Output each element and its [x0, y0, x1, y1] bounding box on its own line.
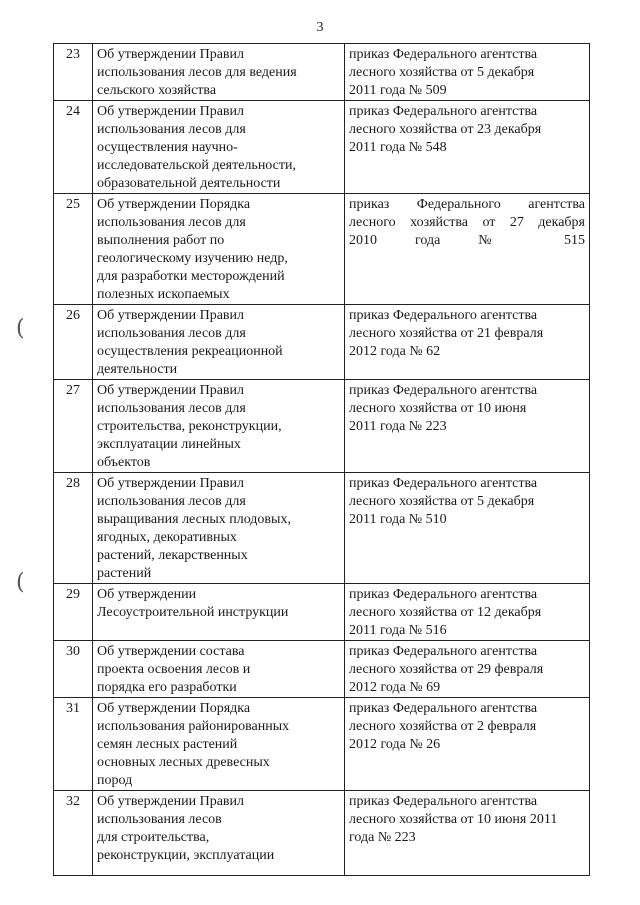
- table-row: [54, 641, 590, 698]
- margin-bracket-mark: (: [16, 570, 25, 595]
- row-number: 32: [54, 791, 93, 876]
- row-number: 28: [54, 473, 93, 584]
- table-row: [54, 473, 590, 584]
- regulation-document: приказ Федерального агентства лесного хозяйства от 23 декабря 2011 года № 548: [345, 101, 590, 194]
- regulations-table: [53, 43, 590, 876]
- regulation-title: Об утверждении Правил использования лесов для ведения сельского хозяйства: [93, 44, 345, 101]
- regulation-title: Об утверждении Порядка использования районированных семян лесных растений основных лесных древесных пород: [93, 698, 345, 791]
- regulation-title: Об утверждении Правил использования лесов для выращивания лесных плодовых, ягодных, декоративных растений, лекарственных растений: [93, 473, 345, 584]
- regulation-document: приказ Федерального агентства лесного хозяйства от 12 декабря 2011 года № 516: [345, 584, 590, 641]
- row-number: 23: [54, 44, 93, 101]
- row-number: 25: [54, 194, 93, 305]
- table-row: [54, 380, 590, 473]
- row-number: 26: [54, 305, 93, 380]
- regulation-document: приказ Федерального агентства лесного хозяйства от 27 декабря: [349, 197, 585, 230]
- table-row: [54, 305, 590, 380]
- regulation-document: приказ Федерального агентства лесного хозяйства от 10 июня 2011 года № 223: [345, 791, 590, 876]
- regulation-title: Об утверждении Лесоустроительной инструкции: [93, 584, 345, 641]
- row-number: 24: [54, 101, 93, 194]
- regulation-document: приказ Федерального агентства лесного хозяйства от 5 декабря 2011 года № 510: [345, 473, 590, 584]
- regulation-title: Об утверждении Правил использования лесов для строительства, реконструкции, эксплуатации линейных объектов: [93, 380, 345, 473]
- margin-bracket-mark: (: [16, 316, 25, 341]
- table-row: [54, 791, 590, 876]
- regulation-document: приказ Федерального агентства лесного хозяйства от 10 июня 2011 года № 223: [345, 380, 590, 473]
- row-number: 27: [54, 380, 93, 473]
- table-row: [54, 194, 590, 305]
- regulation-title: Об утверждении Правил использования лесов для строительства, реконструкции, эксплуатации: [93, 791, 345, 876]
- regulation-title: Об утверждении Порядка использования лесов для выполнения работ по геологическому изучению недр, для разработки месторождений полезных ископаемых: [93, 194, 345, 305]
- regulation-document-last-line: 2010 года № 515: [349, 233, 585, 248]
- row-number: 29: [54, 584, 93, 641]
- row-number: 30: [54, 641, 93, 698]
- regulation-document: приказ Федерального агентства лесного хозяйства от 21 февраля 2012 года № 62: [345, 305, 590, 380]
- page-number: 3: [316, 20, 324, 35]
- regulation-document: приказ Федерального агентства лесного хозяйства от 2 февраля 2012 года № 26: [345, 698, 590, 791]
- table-row: [54, 698, 590, 791]
- regulation-document: приказ Федерального агентства лесного хозяйства от 29 февраля 2012 года № 69: [345, 641, 590, 698]
- table-row: [54, 101, 590, 194]
- regulation-title: Об утверждении состава проекта освоения лесов и порядка его разработки: [93, 641, 345, 698]
- row-number: 31: [54, 698, 93, 791]
- regulation-title: Об утверждении Правил использования лесов для осуществления научно- исследовательской деятельности, образовательной деятельности: [93, 101, 345, 194]
- regulation-document-cell: [345, 194, 590, 305]
- regulation-document: приказ Федерального агентства лесного хозяйства от 5 декабря 2011 года № 509: [345, 44, 590, 101]
- table-row: [54, 584, 590, 641]
- regulation-title: Об утверждении Правил использования лесов для осуществления рекреационной деятельности: [93, 305, 345, 380]
- table-row: [54, 44, 590, 101]
